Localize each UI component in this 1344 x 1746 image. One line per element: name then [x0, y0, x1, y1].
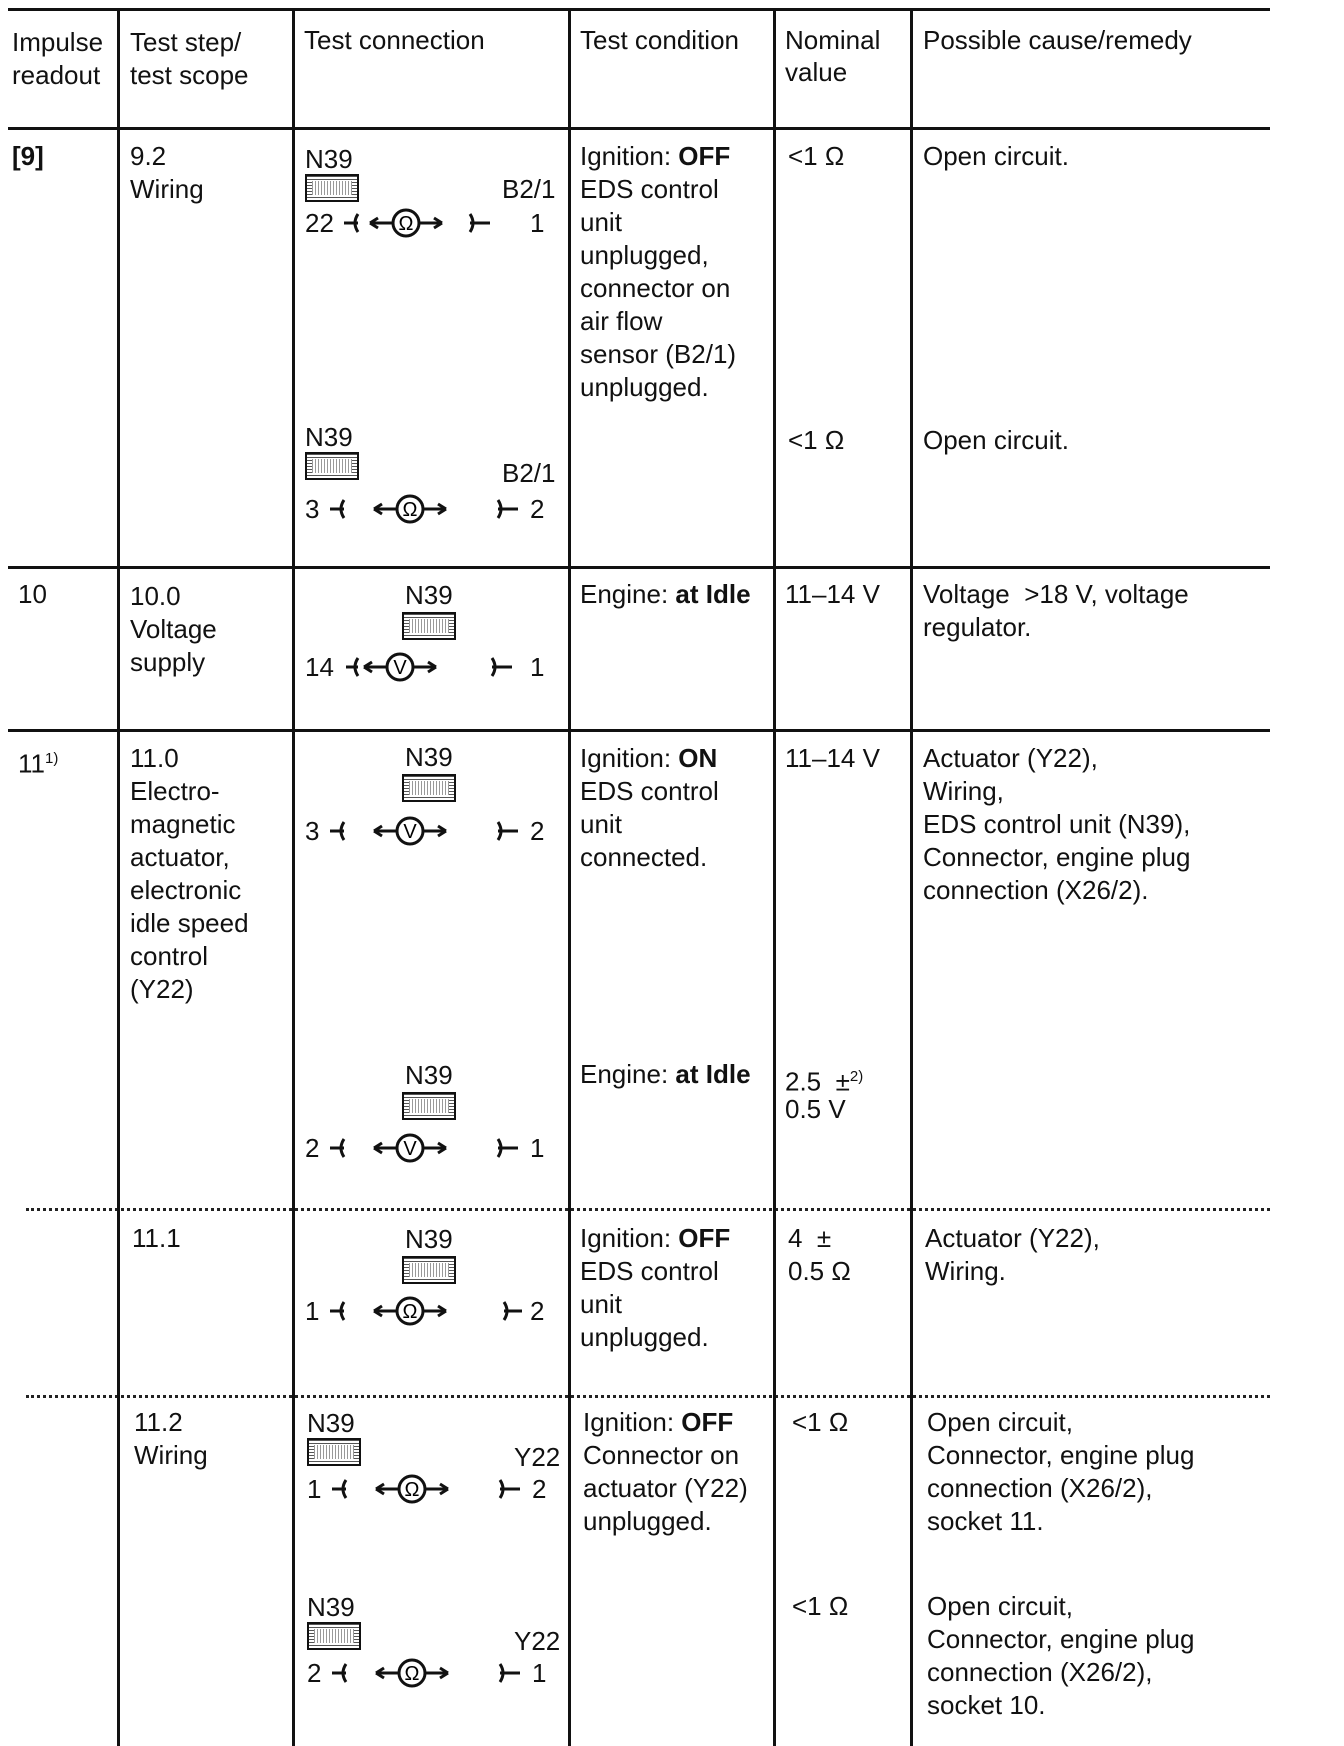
- col-rule-1: [117, 8, 120, 1746]
- row11-2-conn2-unit: N39: [307, 1592, 355, 1622]
- row11-1-condition-line: EDS control: [580, 1256, 719, 1286]
- dotted-rule-11-2: [26, 1395, 1270, 1398]
- col-rule-4: [773, 8, 776, 1746]
- row11-step: Electro-: [130, 776, 220, 806]
- rule-header-bottom: [8, 127, 1270, 130]
- row9-condition-line: air flow: [580, 306, 663, 336]
- meter-symbol: Ω: [402, 1301, 418, 1323]
- row11-2-condition: Ignition: OFF: [583, 1407, 734, 1437]
- voltmeter-icon: [326, 1131, 526, 1165]
- row11-1-cause: Actuator (Y22),: [925, 1223, 1100, 1253]
- header-step-1: Test step/: [130, 27, 242, 57]
- row9-conn2-unit: N39: [305, 422, 353, 452]
- row11-condition1-line: EDS control: [580, 776, 719, 806]
- meter-symbol: Ω: [398, 213, 414, 235]
- row11-cause: connection (X26/2).: [923, 875, 1149, 905]
- row11-1-conn-right-pin: 2: [530, 1296, 545, 1326]
- meter-symbol: Ω: [404, 1479, 420, 1501]
- row10-cause: Voltage >18 V, voltage: [923, 579, 1189, 609]
- rule-top: [8, 8, 1270, 11]
- row11-conn1-left-pin: 3: [305, 816, 320, 846]
- connector-plug-icon: [307, 1622, 361, 1650]
- header-connection: Test connection: [304, 25, 485, 55]
- col-rule-5: [910, 8, 913, 1746]
- row11-step: 11.0: [130, 743, 179, 773]
- row11-nominal1: 11–14 V: [785, 743, 880, 773]
- row11-2-step: Wiring: [134, 1440, 208, 1470]
- row11-step: actuator,: [130, 842, 230, 872]
- row11-2-nominal-1: <1 Ω: [792, 1407, 849, 1437]
- row11-2-conn2-right-pin: 1: [532, 1658, 547, 1688]
- ohmmeter-icon: [340, 206, 500, 240]
- row9-conn2-target: B2/1: [502, 458, 556, 488]
- row11-conn1-right-pin: 2: [530, 816, 545, 846]
- row9-condition-line: EDS control: [580, 174, 719, 204]
- row9-condition-line: unit: [580, 207, 622, 237]
- row9-nominal-1: <1 Ω: [788, 141, 845, 171]
- ohmmeter-icon: [328, 1656, 528, 1690]
- header-cause: Possible cause/remedy: [923, 25, 1192, 55]
- header-nominal-2: value: [785, 57, 848, 87]
- meter-symbol: V: [393, 657, 407, 679]
- rule-row10-bottom: [8, 729, 1270, 732]
- row11-2-cause1: Open circuit,: [927, 1407, 1073, 1437]
- row11-2-condition-line: Connector on: [583, 1440, 740, 1470]
- row9-impulse: [9]: [12, 141, 44, 171]
- row11-1-condition-line: unit: [580, 1289, 622, 1319]
- row11-2-cause2: socket 10.: [927, 1690, 1046, 1720]
- row11-condition1-line: unit: [580, 809, 622, 839]
- row11-2-cause2: Open circuit,: [927, 1591, 1073, 1621]
- voltmeter-icon: [342, 650, 526, 684]
- connector-plug-icon: [402, 612, 456, 640]
- row10-cause: regulator.: [923, 612, 1032, 642]
- row11-2-conn1-target: Y22: [514, 1442, 561, 1472]
- row11-conn2-unit: N39: [405, 1060, 453, 1090]
- row9-condition-label: Ignition: OFF: [580, 141, 731, 171]
- row11-2-cause2: Connector, engine plug: [927, 1624, 1195, 1654]
- row11-step: electronic: [130, 875, 242, 905]
- row11-cause: Actuator (Y22),: [923, 743, 1098, 773]
- row11-nominal2-b: 0.5 V: [785, 1094, 846, 1124]
- row9-condition-line: unplugged,: [580, 240, 709, 270]
- col-rule-2: [292, 8, 295, 1746]
- row11-conn1-unit: N39: [405, 742, 453, 772]
- row11-2-conn1-unit: N39: [307, 1408, 355, 1438]
- meter-symbol: Ω: [402, 499, 418, 521]
- row9-condition-line: connector on: [580, 273, 731, 303]
- row9-nominal-2: <1 Ω: [788, 425, 845, 455]
- connector-plug-icon: [305, 174, 359, 202]
- footnote-marker: 1): [45, 750, 59, 767]
- row10-step: 10.0: [130, 581, 181, 611]
- header-nominal-1: Nominal: [785, 25, 881, 55]
- ohmmeter-icon: [326, 492, 526, 526]
- row11-1-condition-line: unplugged.: [580, 1322, 709, 1352]
- row11-2-conn2-left-pin: 2: [307, 1658, 322, 1688]
- row9-step-label: Wiring: [130, 174, 204, 204]
- row11-2-step: 11.2: [134, 1407, 183, 1437]
- row11-step: (Y22): [130, 974, 194, 1004]
- rule-row9-bottom: [8, 566, 1270, 569]
- row11-nominal2: 2.5 ±$^{2)}$: [785, 1066, 864, 1097]
- row11-1-conn-left-pin: 1: [305, 1296, 320, 1326]
- row10-conn-unit: N39: [405, 580, 453, 610]
- connector-plug-icon: [307, 1438, 361, 1466]
- row11-2-conn2-target: Y22: [514, 1626, 561, 1656]
- meter-symbol: V: [403, 821, 417, 843]
- row10-step: supply: [130, 647, 206, 677]
- row9-conn2-left-pin: 3: [305, 494, 320, 524]
- ohmmeter-icon: [328, 1472, 528, 1506]
- row9-conn1-unit: N39: [305, 144, 353, 174]
- row10-conn-left-pin: 14: [305, 652, 334, 682]
- row11-cause: EDS control unit (N39),: [923, 809, 1191, 839]
- connector-plug-icon: [402, 1092, 456, 1120]
- row11-2-condition-line: actuator (Y22): [583, 1473, 748, 1503]
- row11-2-cause1: socket 11.: [927, 1506, 1044, 1536]
- row11-2-condition-line: unplugged.: [583, 1506, 712, 1536]
- header-step-2: test scope: [130, 60, 249, 90]
- row11-1-nominal: 4 ±: [788, 1223, 832, 1253]
- row9-conn2-right-pin: 2: [530, 494, 545, 524]
- row10-step: Voltage: [130, 614, 217, 644]
- row11-condition1: Ignition: ON: [580, 743, 718, 773]
- row9-condition-line: unplugged.: [580, 372, 709, 402]
- header-condition: Test condition: [580, 25, 739, 55]
- header-impulse-1: Impulse: [12, 27, 104, 57]
- voltmeter-icon: [326, 814, 526, 848]
- row11-2-cause1: Connector, engine plug: [927, 1440, 1195, 1470]
- row10-impulse: 10: [18, 579, 47, 609]
- meter-symbol: V: [403, 1138, 417, 1160]
- row11-2-nominal-2: <1 Ω: [792, 1591, 849, 1621]
- col-rule-3: [568, 8, 571, 1746]
- row9-conn1-left-pin: 22: [305, 208, 334, 238]
- row11-1-cause: Wiring.: [925, 1256, 1006, 1286]
- row11-1-conn-unit: N39: [405, 1224, 453, 1254]
- row9-cause-2: Open circuit.: [923, 425, 1069, 455]
- connector-plug-icon: [402, 1256, 456, 1284]
- row9-cause-1: Open circuit.: [923, 141, 1069, 171]
- row11-cause: Connector, engine plug: [923, 842, 1191, 872]
- row10-nominal: 11–14 V: [785, 579, 880, 609]
- meter-symbol: Ω: [404, 1663, 420, 1685]
- row11-conn2-right-pin: 1: [530, 1133, 545, 1163]
- row11-2-cause2: connection (X26/2),: [927, 1657, 1153, 1687]
- connector-plug-icon: [305, 452, 359, 480]
- row11-step: magnetic: [130, 809, 236, 839]
- row11-condition2: Engine: at Idle: [580, 1059, 751, 1089]
- row11-1-nominal: 0.5 Ω: [788, 1256, 851, 1286]
- row11-impulse: 11$^{1)}$: [18, 748, 59, 779]
- footnote-marker: 2): [849, 1068, 864, 1085]
- row10-conn-right-pin: 1: [530, 652, 545, 682]
- row9-step-num: 9.2: [130, 141, 167, 171]
- row9-conn1-right-pin: 1: [530, 208, 545, 238]
- row11-condition1-line: connected.: [580, 842, 708, 872]
- row11-2-conn1-left-pin: 1: [307, 1474, 322, 1504]
- row11-1-step: 11.1: [132, 1223, 181, 1253]
- row11-step: control: [130, 941, 209, 971]
- header-impulse-2: readout: [12, 60, 101, 90]
- dotted-rule-11-1: [26, 1208, 1270, 1211]
- row11-step: idle speed: [130, 908, 249, 938]
- row9-condition-line: sensor (B2/1): [580, 339, 737, 369]
- connector-plug-icon: [402, 774, 456, 802]
- row11-2-conn1-right-pin: 2: [532, 1474, 547, 1504]
- row9-conn1-target: B2/1: [502, 174, 556, 204]
- row11-cause: Wiring,: [923, 776, 1004, 806]
- row11-conn2-left-pin: 2: [305, 1133, 320, 1163]
- row11-2-cause1: connection (X26/2),: [927, 1473, 1153, 1503]
- row11-1-condition: Ignition: OFF: [580, 1223, 731, 1253]
- row10-condition: Engine: at Idle: [580, 579, 751, 609]
- ohmmeter-icon: [326, 1294, 526, 1328]
